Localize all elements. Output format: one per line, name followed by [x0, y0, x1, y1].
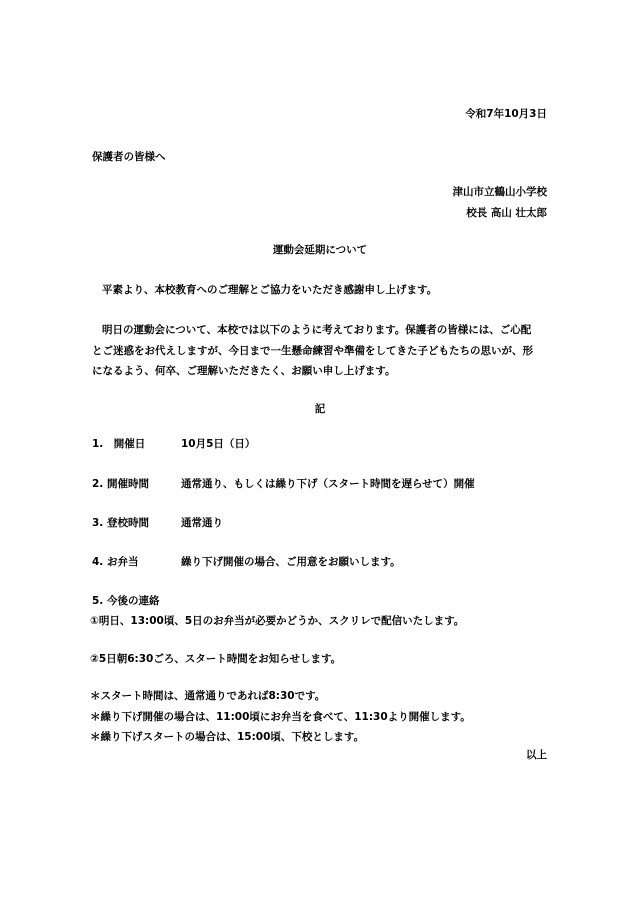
item-value-lunch: 繰り下げ開催の場合、ご用意をお願いします。 — [181, 556, 401, 568]
document-title: 運動会延期について — [272, 244, 368, 256]
item-label-arrival: 3. 登校時間 — [92, 517, 149, 529]
addressee: 保護者の皆様へ — [92, 151, 166, 163]
ki-mark: 記 — [314, 403, 326, 415]
item-label-lunch: 4. お弁当 — [92, 556, 139, 568]
item-value-time: 通常通り、もしくは繰り下げ（スタート時間を遅らせて）開催 — [181, 478, 475, 490]
body-line-3: になるよう、何卒、ご理解いただきたく、お願い申し上げます。 — [92, 365, 396, 377]
greeting: 平素より、本校教育へのご理解とご協力をいただき感謝申し上げます。 — [102, 284, 438, 296]
closing-mark: 以上 — [526, 749, 547, 761]
sender-principal: 校長 高山 壮太郎 — [466, 207, 547, 219]
body-line-2: とご迷惑をお代えしますが、今日まで一生懸命練習や準備をしてきた子どもたちの思いが、形 — [92, 345, 533, 357]
sender-school: 津山市立鶴山小学校 — [452, 186, 547, 198]
item-value-date: 10月5日（日） — [181, 438, 256, 450]
body-line-1: 明日の運動会について、本校では以下のように考えております。保護者の皆様には、ご心配 — [102, 324, 532, 336]
contact-heading: 5. 今後の連絡 — [92, 595, 160, 607]
item-label-time: 2. 開催時間 — [92, 478, 149, 490]
item-value-arrival: 通常通り — [181, 517, 223, 529]
contact-item-1: ①明日、13:00頃、5日のお弁当が必要かどうか、スクリレで配信いたします。 — [90, 615, 465, 627]
item-label-date: 1. 開催日 — [92, 438, 146, 450]
note-3: ＊繰り下げスタートの場合は、15:00頃、下校とします。 — [90, 731, 365, 743]
note-1: ＊スタート時間は、通常通りであれば8:30です。 — [90, 690, 326, 702]
contact-item-2: ②5日朝6:30ごろ、スタート時間をお知らせします。 — [90, 653, 342, 665]
document-date: 令和7年10月3日 — [465, 108, 547, 120]
note-2: ＊繰り下げ開催の場合は、11:00頃にお弁当を食べて、11:30より開催します。 — [90, 711, 471, 723]
